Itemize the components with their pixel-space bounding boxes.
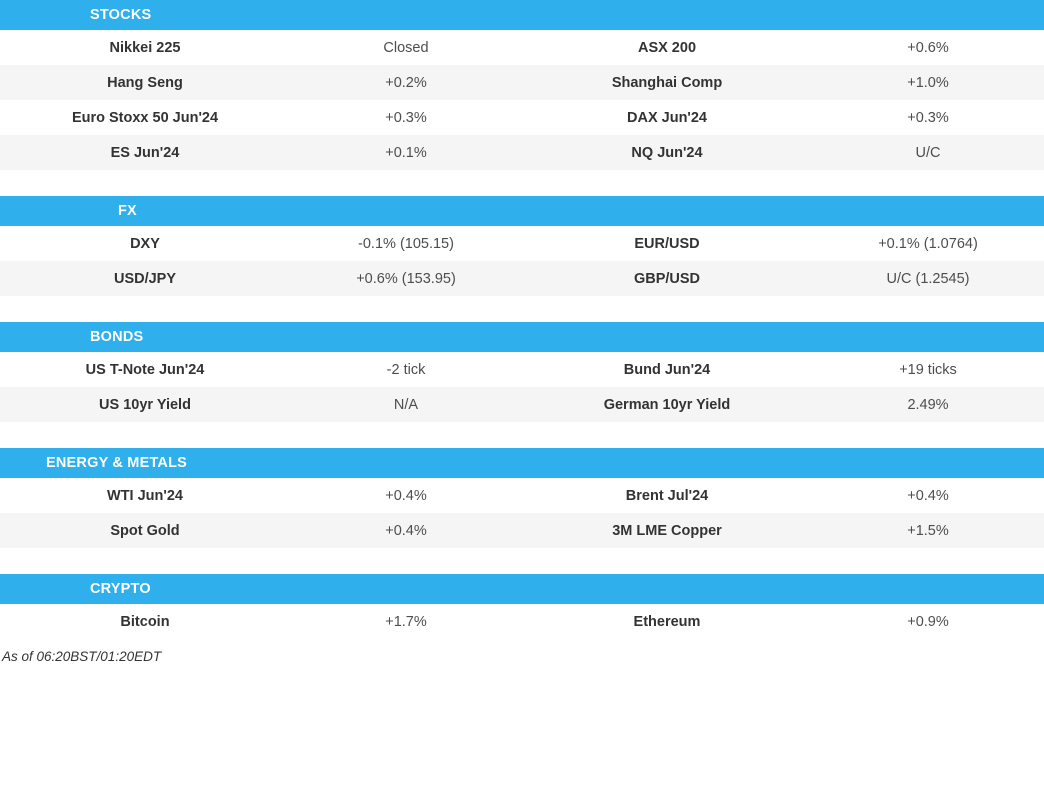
section-title: FX: [118, 203, 137, 219]
instrument-label: EUR/USD: [634, 235, 700, 252]
instrument-label: Hang Seng: [107, 74, 183, 91]
table-row: [0, 261, 1044, 296]
section-bonds: [0, 322, 1044, 422]
instrument-label: Euro Stoxx 50 Jun'24: [71, 109, 219, 126]
section-fx: [0, 196, 1044, 296]
section-title: ENERGY & METALS: [46, 455, 188, 471]
instrument-label: Bund Jun'24: [623, 361, 711, 378]
instrument-value: +0.1% (1.0764): [878, 235, 978, 252]
instrument-label: GBP/USD: [633, 270, 701, 287]
instrument-label: Ethereum: [633, 613, 701, 630]
instrument-value: 2.49%: [907, 396, 949, 413]
instrument-value: +0.2%: [385, 74, 427, 91]
instrument-value: +0.4%: [385, 487, 427, 504]
section-energy-metals: [0, 448, 1044, 548]
section-spacer: [0, 296, 1044, 322]
table-row: [0, 100, 1044, 135]
instrument-value: +0.3%: [907, 109, 949, 126]
table-row: [0, 226, 1044, 261]
instrument-value: +1.5%: [907, 522, 949, 539]
instrument-label: WTI Jun'24: [107, 487, 183, 504]
instrument-value: +0.4%: [385, 522, 427, 539]
section-header-crypto: [0, 574, 1044, 604]
instrument-label: German 10yr Yield: [603, 396, 731, 413]
instrument-value: N/A: [393, 396, 419, 413]
section-spacer: [0, 422, 1044, 448]
instrument-label: ES Jun'24: [110, 144, 180, 161]
as-of-timestamp: As of 06:20BST/01:20EDT: [2, 649, 162, 664]
instrument-label: DXY: [130, 235, 160, 252]
section-title: BONDS: [90, 329, 144, 345]
instrument-value: +0.3%: [385, 109, 427, 126]
instrument-label: Nikkei 225: [109, 39, 181, 56]
table-row: [0, 513, 1044, 548]
instrument-label: ASX 200: [637, 39, 697, 56]
instrument-value: U/C: [915, 144, 941, 161]
instrument-label: US T-Note Jun'24: [85, 361, 205, 378]
instrument-label: NQ Jun'24: [631, 144, 703, 161]
instrument-label: Bitcoin: [120, 613, 170, 630]
instrument-value: +0.1%: [385, 144, 427, 161]
instrument-value: +0.4%: [907, 487, 949, 504]
section-title: STOCKS: [90, 7, 152, 23]
table-row: [0, 604, 1044, 639]
table-row: [0, 30, 1044, 65]
instrument-label: Brent Jul'24: [625, 487, 709, 504]
table-row: [0, 352, 1044, 387]
section-crypto: [0, 574, 1044, 639]
instrument-label: US 10yr Yield: [99, 396, 191, 413]
table-row: [0, 478, 1044, 513]
instrument-label: DAX Jun'24: [627, 109, 707, 126]
table-row: [0, 135, 1044, 170]
instrument-value: +19 ticks: [899, 361, 957, 378]
section-header-energy-metals: [0, 448, 1044, 478]
instrument-value: +1.7%: [385, 613, 427, 630]
instrument-value: +1.0%: [907, 74, 949, 91]
instrument-label: USD/JPY: [113, 270, 177, 287]
instrument-value: +0.6%: [907, 39, 949, 56]
instrument-label: Spot Gold: [110, 522, 180, 539]
section-header-stocks: [0, 0, 1044, 30]
instrument-value: -0.1% (105.15): [358, 235, 454, 252]
instrument-value: +0.6% (153.95): [356, 270, 456, 287]
instrument-label: 3M LME Copper: [612, 522, 722, 539]
section-header-bonds: [0, 322, 1044, 352]
instrument-value: +0.9%: [907, 613, 949, 630]
instrument-value: U/C (1.2545): [886, 270, 970, 287]
instrument-value: -2 tick: [386, 361, 426, 378]
section-spacer: [0, 170, 1044, 196]
table-row: [0, 65, 1044, 100]
table-row: [0, 387, 1044, 422]
section-header-fx: [0, 196, 1044, 226]
instrument-label: Shanghai Comp: [611, 74, 723, 91]
section-title: CRYPTO: [90, 581, 151, 597]
section-spacer: [0, 548, 1044, 574]
section-stocks: [0, 0, 1044, 170]
instrument-value: Closed: [383, 39, 429, 56]
